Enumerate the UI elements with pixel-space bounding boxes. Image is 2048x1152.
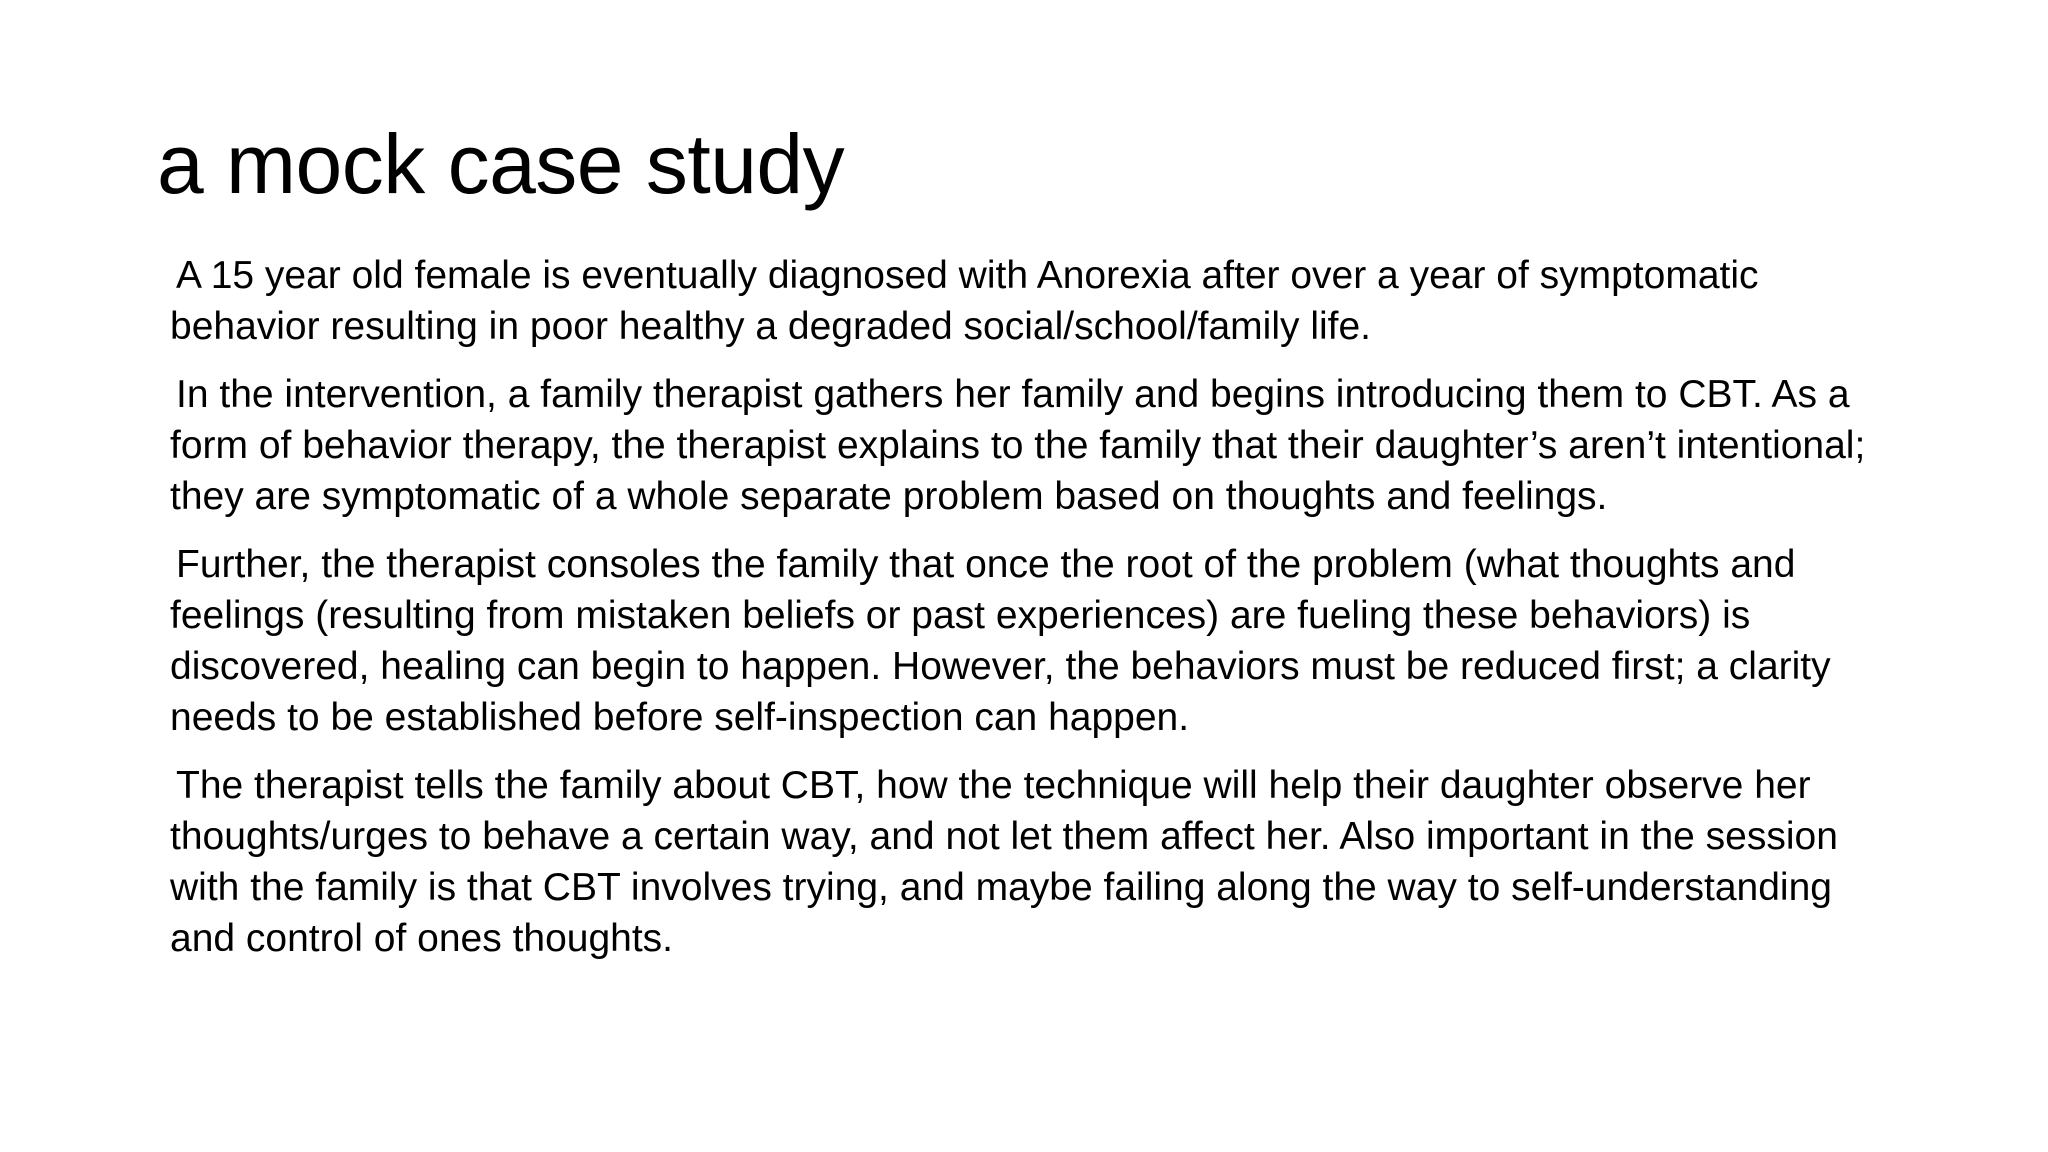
slide-body [170, 250, 1880, 981]
paragraph-intervention: In the intervention, a family therapist gathers her family and begins introducing them to CBT. As a form of behavior therapy, the therapist explains to the family that their daughter’s aren’t intentional; they are symptomatic of a whole separate problem based on thoughts and feelings. [170, 373, 1866, 518]
paragraph-consolation: Further, the therapist consoles the family that once the root of the problem (what thoughts and feelings (resulting from mistaken beliefs or past experiences) are fueling these behaviors) is discovered, healing can begin to happen. However, the behaviors must be reduced first; a clarity needs to be established before self-inspection can happen. [170, 543, 1831, 739]
slide-title: a mock case study [157, 117, 845, 211]
paragraph-cbt-explanation: The therapist tells the family about CBT, how the technique will help their daughter observe her thoughts/urges to behave a certain way, and not let them affect her. Also important in the session with the family is that CBT involves trying, and maybe failing along the way to self-understanding and control of ones thoughts. [170, 764, 1838, 960]
paragraph-diagnosis: A 15 year old female is eventually diagnosed with Anorexia after over a year of symptomatic behavior resulting in poor healthy a degraded social/school/family life. [170, 254, 1759, 348]
